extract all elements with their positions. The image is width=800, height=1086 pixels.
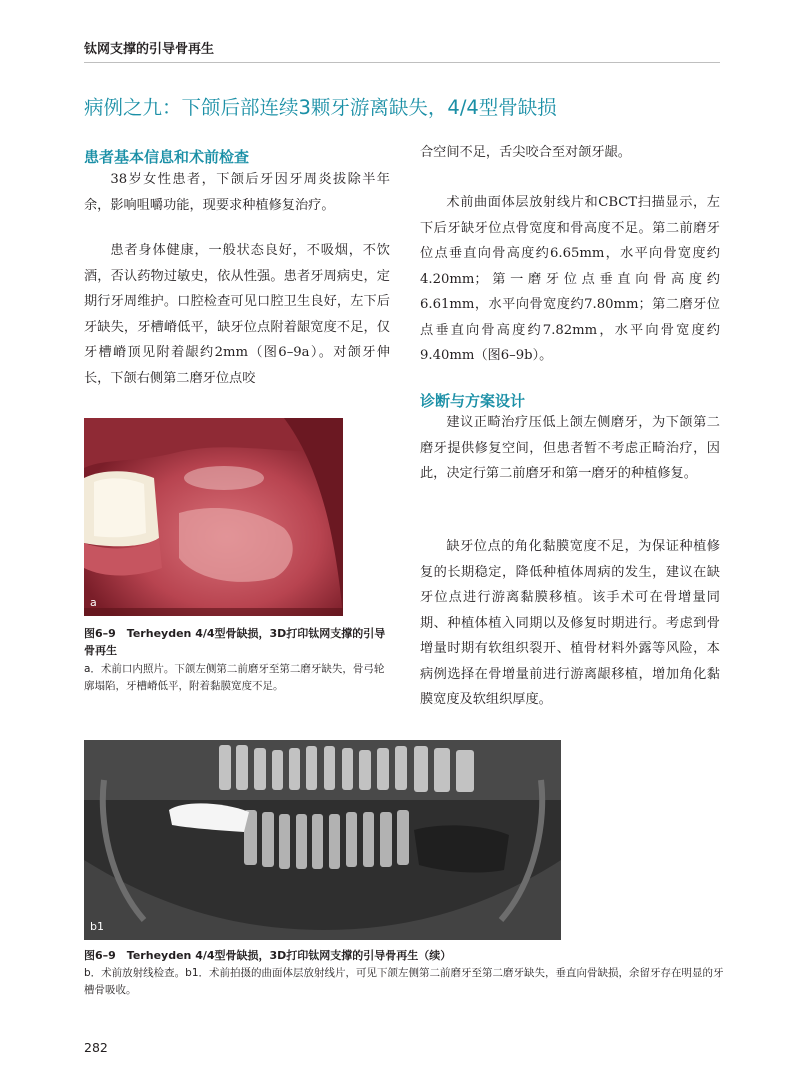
figure-a-caption-text: a．术前口内照片。下颌左侧第二前磨牙至第二磨牙缺失，骨弓轮廓塌陷，牙槽嵴低平，附着黏膜宽度不足。 — [84, 663, 385, 692]
figure-a-caption-title: 图6–9 Terheyden 4/4型骨缺损，3D打印钛网支撑的引导骨再生 — [84, 627, 386, 657]
section-heading-diagnosis: 诊断与方案设计 — [420, 392, 526, 410]
figure-b-caption-title: 图6–9 Terheyden 4/4型骨缺损，3D打印钛网支撑的引导骨再生（续） — [84, 949, 452, 962]
header-divider — [84, 62, 720, 63]
page-number: 282 — [84, 1040, 108, 1055]
figure-a-label: a — [90, 596, 97, 609]
paragraph-occlusion-cont: 合空间不足，舌尖咬合至对颌牙龈。 — [420, 145, 631, 160]
case-title: 病例之九：下颌后部连续3颗牙游离缺失，4/4型骨缺损 — [84, 96, 557, 119]
paragraph-patient-history: 患者身体健康，一般状态良好，不吸烟，不饮酒，否认药物过敏史，依从性强。患者牙周病史，定期行牙周维护。口腔检查可见口腔卫生良好，左下后牙缺失，牙槽嵴低平，缺牙位点附着龈宽度不足，仅牙槽嵴顶见附着龈约2mm（图6–9a）。对颌牙伸长，下颌右侧第二磨牙位点咬 — [84, 243, 390, 386]
running-header: 钛网支撑的引导骨再生 — [84, 42, 215, 57]
paragraph-cbct-findings: 术前曲面体层放射线片和CBCT扫描显示，左下后牙缺牙位点骨宽度和骨高度不足。第二前磨牙位点垂直向骨高度约6.65mm，水平向骨宽度约4.20mm；第一磨牙位点垂直向骨高度约6.61mm，水平向骨宽度约7.80mm；第二磨牙位点垂直向骨高度约7.82mm，水平向骨宽度约9.40mm（图6–9b）。 — [420, 195, 720, 363]
paragraph-patient-intro: 38岁女性患者，下颌后牙因牙周炎拔除半年余，影响咀嚼功能，现要求种植修复治疗。 — [84, 172, 390, 213]
figure-b1-label: b1 — [90, 920, 104, 933]
paragraph-soft-tissue-graft: 缺牙位点的角化黏膜宽度不足，为保证种植修复的长期稳定，降低种植体周病的发生，建议在缺牙位点进行游离黏膜移植。该手术可在骨增量同期、种植体植入同期以及修复时期进行。考虑到骨增量时期有软组织裂开、植骨材料外露等风险，本病例选择在骨增量前进行游离龈移植，增加角化黏膜宽度及软组织厚度。 — [420, 539, 720, 707]
figure-b-caption-text: b．术前放射线检查。b1．术前拍摄的曲面体层放射线片，可见下颌左侧第二前磨牙至第二磨牙缺失，垂直向骨缺损，余留牙存在明显的牙槽骨吸收。 — [84, 967, 724, 996]
section-heading-patient-info: 患者基本信息和术前检查 — [84, 148, 250, 166]
intraoral-illustration — [84, 418, 343, 616]
figure-a-intraoral-photo — [84, 418, 343, 616]
paragraph-diagnosis-plan: 建议正畸治疗压低上颌左侧磨牙，为下颌第二磨牙提供修复空间，但患者暂不考虑正畸治疗，因此，决定行第二前磨牙和第一磨牙的种植修复。 — [420, 415, 720, 481]
panoramic-illustration — [84, 740, 561, 940]
figure-b1-panoramic-xray — [84, 740, 561, 940]
